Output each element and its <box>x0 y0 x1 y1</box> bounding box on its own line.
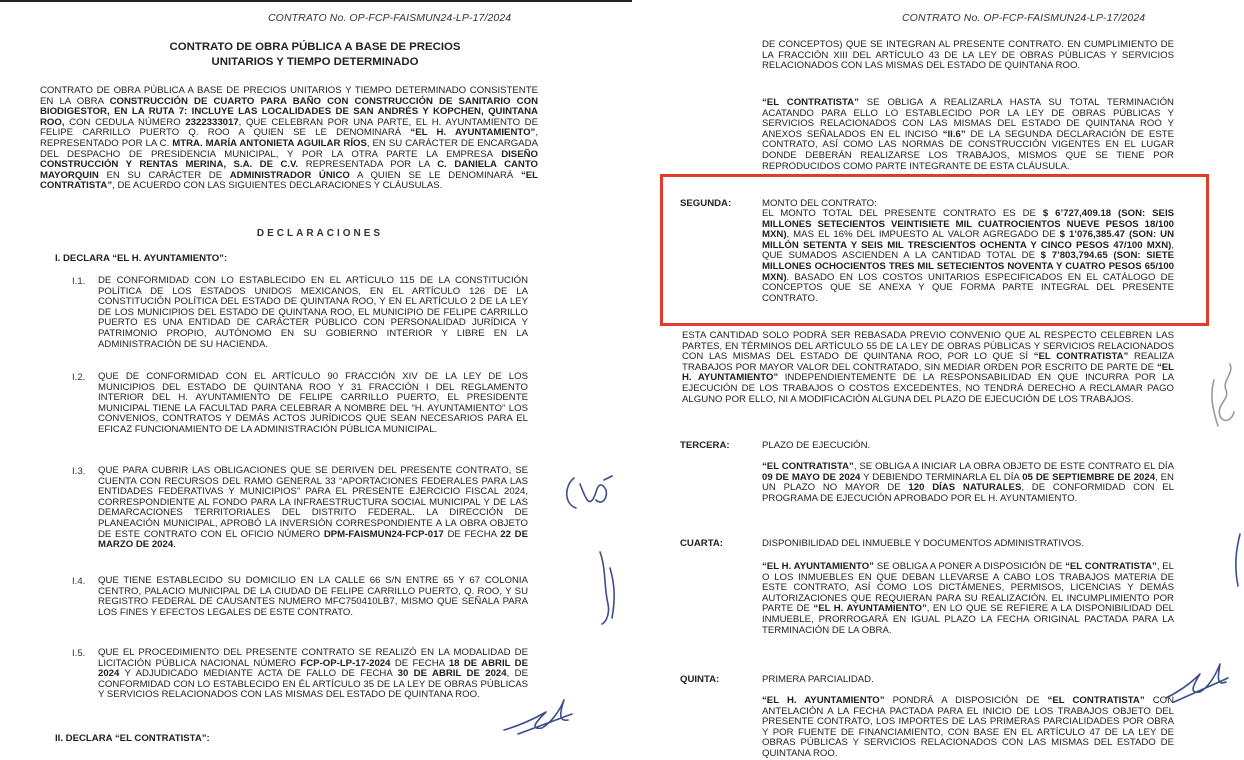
amount-highlight-box <box>660 174 1209 326</box>
clause-cuarta-label: CUARTA: <box>680 538 723 549</box>
item-number: I.1. <box>72 276 86 287</box>
vertical-signature <box>592 548 622 628</box>
item-number: I.5. <box>72 648 86 659</box>
obligation-paragraph: “EL CONTRATISTA” SE OBLIGA A REALIZARLA HASTA SU TOTAL TERMINACIÓN ACATANDO PARA ELLO LO ESTABLECIDO POR LA LEY DE OBRAS PÚBLICAS Y SERVICIOS RELACIONADOS CON LAS MISMAS DEL ESTADO DE QUINTANA ROO Y ANEXOS SEÑALADOS EN EL INCISO “II.6” DE LA SEGUNDA DECLARACIÓN DE ESTE CONTRATO, ASÍ COMO LAS NORMAS DE CONSTRUCCIÓN VIGENTES EN EL LUGAR DONDE DEBERÁN REALIZARSE LOS TRABAJOS, MISMOS QUE SE TIENE POR REPRODUCIDOS COMO PARTE INTEGRANTE DE ESTA CLÁUSULA. <box>762 97 1174 172</box>
document-title-line2: UNITARIOS Y TIEMPO DETERMINADO <box>211 56 419 68</box>
intro-paragraph: CONTRATO DE OBRA PÚBLICA A BASE DE PRECIOS UNITARIOS Y TIEMPO DETERMINADO CONSISTENTE EN LA OBRA CONSTRUCCIÓN DE CUARTO PARA BAÑO CON CONSTRUCCIÓN DE SANITARIO CON BIODIGESTOR, EN LA RUTA 7: INCLUYE LAS LOCALIDADES DE SAN ANDRÉS Y KOPCHEN, QUINTANA ROO, CON CEDULA NÚMERO 2322333017, QUE CELEBRAN POR UNA PARTE, EL H. AYUNTAMIENTO DE FELIPE CARRILLO PUERTO Q. ROO A QUIEN SE LE DENOMINARÁ “EL H. AYUNTAMIENTO”, REPRESENTADO POR LA C. MTRA. MARÍA ANTONIETA AGUILAR RÍOS, EN SU CARÁCTER DE ENCARGADA DEL DESPACHO DE PRESIDENCIA MUNICIPAL, Y POR LA OTRA PARTE LA EMPRESA DISEÑO CONSTRUCCIÓN Y RENTAS MERINA, S.A. DE C.V. REPRESENTADA POR LA C. DANIELA CANTO MAYORQUIN EN SU CARÁCTER DE ADMINISTRADOR ÚNICO A QUIEN SE LE DENOMINARÁ “EL CONTRATISTA”, DE ACUERDO CON LAS SIGUIENTES DECLARACIONES Y CLÁUSULAS. <box>40 85 539 192</box>
declaration-i1: DE CONFORMIDAD CON LO ESTABLECIDO EN EL ARTÍCULO 115 DE LA CONSTITUCIÓN POLÍTICA DE LOS ESTADOS UNIDOS MEXICANOS, EN EL ARTÍCULO 126 DE LA CONSTITUCIÓN POLÍTICA DEL ESTADO DE QUINTANA ROO, Y EN EL ARTÍCULO 2 DE LA LEY DE LOS MUNICIPIOS DEL ESTADO DE QUINTANA ROO, EL MUNICIPIO DE FELIPE CARRILLO PUERTO ES UNA ENTIDAD DE CARÁCTER PÚBLICO CON PERSONALIDAD JURÍDICA Y PATRIMONIO PROPIO, AUTÓNOMO EN SU GOBIERNO INTERIOR Y LIBRE EN LA ADMINISTRACIÓN DE SU HACIENDA. <box>98 275 528 350</box>
item-number: I.3. <box>72 466 86 477</box>
clause-segunda-label: SEGUNDA: <box>680 198 732 209</box>
contract-amount-paragraph: EL MONTO TOTAL DEL PRESENTE CONTRATO ES DE $ 6’727,409.18 (SON: SEIS MILLONES SETECIENTOS VEINTISIETE MIL CUATROCIENTOS NUEVE PESOS 18/100 MXN), MAS EL 16% DEL IMPUESTO AL VALOR AGREGADO DE $ 1’076,385.47 (SON: UN MILLÓN SETENTA Y SEIS MIL TRESCIENTOS OCHENTA Y CINCO PESOS 47/100 MXN), QUE SUMADOS ASCIENDEN A LA CANTIDAD TOTAL DE $ 7’803,794.65 (SON: SIETE MILLONES OCHOCIENTOS TRES MIL SETECIENTOS NOVENTA Y CUATRO PESOS 65/100 MXN). BASADO EN LOS COSTOS UNITARIOS ESPECIFICADOS EN EL CATÁLOGO DE CONCEPTOS QUE SE ANEXA Y QUE FORMA PARTE INTEGRAL DEL PRESENTE CONTRATO. <box>762 208 1175 304</box>
plazo-paragraph: “EL CONTRATISTA”, SE OBLIGA A INICIAR LA OBRA OBJETO DE ESTE CONTRATO EL DÍA 09 DE MAYO DE 2024 Y DEBIENDO TERMINARLA EL DÍA 05 DE SEPTIEMBRE DE 2024, EN UN PLAZO NO MAYOR DE 120 DÍAS NATURALES, DE CONFORMIDAD CON EL PROGRAMA DE EJECUCIÓN APROBADO POR EL H. AYUNTAMIENTO. <box>762 461 1174 504</box>
section-ii-heading: II. DECLARA “EL CONTRATISTA”: <box>55 733 210 744</box>
partial-signature <box>1230 530 1244 590</box>
declaration-i3: QUE PARA CUBRIR LAS OBLIGACIONES QUE SE DERIVEN DEL PRESENTE CONTRATO, SE CUENTA CON RECURSOS DEL RAMO GENERAL 33 “APORTACIONES FEDERALES PARA LAS ENTIDADES FEDERATIVAS Y MUNICIPIOS” PARA EL PRESENTE EJERCICIO FISCAL 2024, CORRESPONDIENTE AL FONDO PARA LA INFRAESTRUCTURA SOCIAL MUNICIPAL Y DE LAS DEMARCACIONES TERRITORIALES DEL DISTRITO FEDERAL. LA DIRECCIÓN DE PLANEACIÓN MUNICIPAL, APROBÓ LA INVERSIÓN CORRESPONDIENTE A LA OBRA OBJETO DE ESTE CONTRATO CON EL OFICIO NÚMERO DPM-FAISMUN24-FCP-017 DE FECHA 22 DE MARZO DE 2024. <box>98 465 528 551</box>
disponibilidad-paragraph: “EL H. AYUNTAMIENTO” SE OBLIGA A PONER A DISPOSICIÓN DE “EL CONTRATISTA”, EL O LOS INMUEBLES EN QUE DEBAN LLEVARSE A CABO LOS TRABAJOS MATERIA DE ESTE CONTRATO, ASÍ COMO LOS DICTÁMENES, PERMISOS, LICENCIAS Y DEMÁS AUTORIZACIONES QUE REQUIERAN PARA SU REALIZACIÓN. EL INCUMPLIMIENTO POR PARTE DE “EL H. AYUNTAMIENTO”, EN LO QUE SE REFIERE A LA DISPONIBILIDAD DEL INMUEBLE, PRORROGARÁ EN IGUAL PLAZO LA FECHA ORIGINAL PACTADA PARA LA TERMINACIÓN DE LA OBRA. <box>762 561 1174 636</box>
declaraciones-heading: DECLARACIONES <box>256 228 384 239</box>
clause-tercera-label: TERCERA: <box>680 440 730 451</box>
contract-number-header: CONTRATO No. OP-FCP-FAISMUN24-LP-17/2024 <box>902 12 1146 24</box>
scribble-signature <box>1160 656 1232 706</box>
clause-segunda-title: MONTO DEL CONTRATO: <box>762 198 877 209</box>
clause-cuarta-title: DISPONIBILIDAD DEL INMUEBLE Y DOCUMENTOS ADMINISTRATIVOS. <box>762 538 1084 549</box>
item-number: I.4. <box>72 576 86 587</box>
section-i-heading: I. DECLARA “EL H. AYUNTAMIENTO”: <box>55 253 228 264</box>
scribble-signature <box>498 690 578 740</box>
item-number: I.2. <box>72 372 86 383</box>
right-contract-page <box>632 0 1244 759</box>
initials-signature <box>560 470 620 516</box>
declaration-i5: QUE EL PROCEDIMIENTO DEL PRESENTE CONTRATO SE REALIZÓ EN LA MODALIDAD DE LICITACIÓN PÚBLICA NACIONAL NÚMERO FCP-OP-LP-17-2024 DE FECHA 18 DE ABRIL DE 2024 Y ADJUDICADO MEDIANTE ACTA DE FALLO DE FECHA 30 DE ABRIL DE 2024, DE CONFORMIDAD CON LO ESTABLECIDO EN ÉL ARTÍCULO 35 DE LA LEY DE OBRAS PÚBLICAS Y SERVICIOS RELACIONADOS CON LAS MISMAS DEL ESTADO DE QUINTANA ROO. <box>98 647 528 701</box>
initials-signature-grey <box>1204 360 1240 434</box>
clause-quinta-label: QUINTA: <box>680 674 720 685</box>
contract-number-header: CONTRATO No. OP-FCP-FAISMUN24-LP-17/2024 <box>268 12 512 24</box>
declaration-i2: QUE DE CONFORMIDAD CON EL ARTÍCULO 90 FRACCIÓN XIV DE LA LEY DE LOS MUNICIPIOS DEL ESTADO DE QUINTANA ROO Y 31 FRACCIÓN I DEL REGLAMENTO INTERIOR DEL H. AYUNTAMIENTO DE FELIPE CARRILLO PUERTO, EL PRESIDENTE MUNICIPAL TIENE LA FACULTAD PARA CELEBRAR A NOMBRE DEL “H. AYUNTAMIENTO” LOS CONVENIOS, CONTRATOS Y DEMÁS ACTOS JURÍDICOS QUE SEAN NECESARIOS PARA EL EFICAZ FUNCIONAMIENTO DE LA ADMINISTRACIÓN PÚBLICA MUNICIPAL. <box>98 371 528 435</box>
cantidad-paragraph: ESTA CANTIDAD SOLO PODRÁ SER REBASADA PREVIO CONVENIO QUE AL RESPECTO CELEBREN LAS PARTES, EN TÉRMINOS DEL ARTÍCULO 55 DE LA LEY DE OBRAS PÚBLICAS Y SERVICIOS RELACIONADOS CON LAS MISMAS DEL ESTADO DE QUINTANA ROO, POR LO QUE SÍ “EL CONTRATISTA” REALIZA TRABAJOS POR MAYOR VALOR DEL CONTRATADO, SIN MEDIAR ORDEN POR ESCRITO DE PARTE DE “EL H. AYUNTAMIENTO” INDEPENDIENTEMENTE DE LA RESPONSABILIDAD EN QUE INCURRA POR LA EJECUCIÓN DE LOS TRABAJOS O COSTOS EXCEDENTES, NO TENDRÁ DERECHO A RECLAMAR PAGO ALGUNO POR ELLO, NI A MODIFICACIÓN ALGUNA DEL PLAZO DE EJECUCIÓN DE LOS TRABAJOS. <box>682 330 1174 405</box>
clause-tercera-title: PLAZO DE EJECUCIÓN. <box>762 440 871 451</box>
conceptos-paragraph: DE CONCEPTOS) QUE SE INTEGRAN AL PRESENTE CONTRATO. EN CUMPLIMIENTO DE LA FRACCIÓN XIII DEL ARTÍCULO 43 DE LA LEY DE OBRAS PÚBLICAS Y SERVICIOS RELACIONADOS CON LAS MISMAS DEL ESTADO DE QUINTANA ROO. <box>762 39 1174 72</box>
parcialidad-paragraph: “EL H. AYUNTAMIENTO” PONDRÁ A DISPOSICIÓN DE “EL CONTRATISTA” CON ANTELACIÓN A LA FECHA PACTADA PARA EL INICIO DE LOS TRABAJOS OBJETO DEL PRESENTE CONTRATO, LOS IMPORTES DE LAS PRIMERAS PARCIALIDADES POR OBRA Y POR FUENTE DE FINANCIAMIENTO, CON BASE EN EL ARTÍCULO 47 DE LA LEY DE OBRAS PÚBLICAS Y SERVICIOS RELACIONADOS CON LAS MISMAS DEL ESTADO DE QUINTANA ROO. <box>762 695 1175 759</box>
top-rule <box>0 0 632 2</box>
declaration-i4: QUE TIENE ESTABLECIDO SU DOMICILIO EN LA CALLE 66 S/N ENTRE 65 Y 67 COLONIA CENTRO, PALACIO MUNICIPAL DE LA CIUDAD DE FELIPE CARRILLO PUERTO, Q. ROO, Y SU REGISTRO FEDERAL DE CAUSANTES NUMERO MFC750410LB7, MISMO QUE SEÑALA PARA LOS FINES Y EFECTOS LEGALES DE ESTE CONTRATO. <box>98 575 528 618</box>
clause-quinta-title: PRIMERA PARCIALIDAD. <box>762 674 874 685</box>
document-title-line1: CONTRATO DE OBRA PÚBLICA A BASE DE PRECIOS <box>169 41 461 53</box>
